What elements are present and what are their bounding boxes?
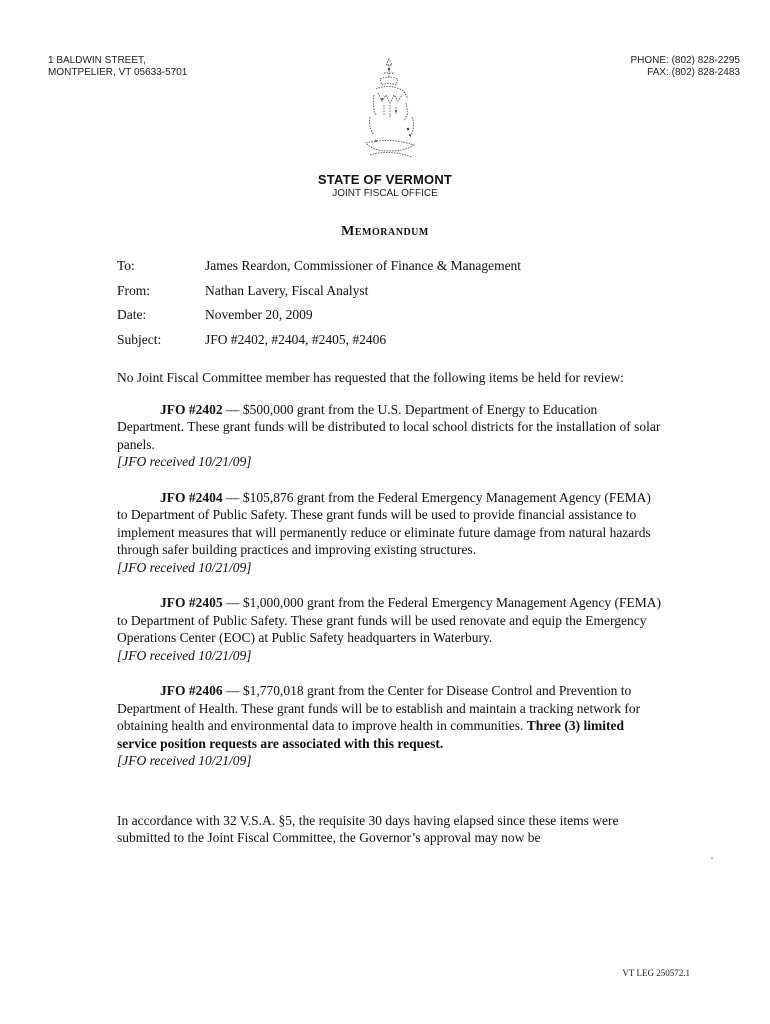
- item-received: [JFO received 10/21/09]: [117, 454, 252, 469]
- memo-fields: [117, 258, 521, 356]
- item-jfo-2406: [117, 682, 662, 770]
- intro-paragraph: No Joint Fiscal Committee member has requested that the following items be held for review:: [117, 370, 624, 385]
- item-jfo-2404: [117, 489, 662, 577]
- field-value: Nathan Lavery, Fiscal Analyst: [205, 282, 369, 298]
- organization-heading: [0, 172, 770, 199]
- item-id: JFO #2405: [160, 595, 223, 610]
- field-value: James Reardon, Commissioner of Finance & Management: [205, 258, 522, 273]
- field-label: From:: [117, 282, 151, 298]
- memo-field-subject: [117, 332, 521, 357]
- item-received: [JFO received 10/21/09]: [117, 647, 252, 663]
- item-text: — $105,876 grant from the Federal Emergency Management Agency (FEMA) to Department of Public Safety. These grant funds will be used to provide financial assistance to implement measures that will permanently reduce or eliminate future damage from natural hazards through safer building practices and improving existing structures.: [117, 489, 651, 557]
- document-id-footer: VT LEG 250572.1: [622, 968, 690, 978]
- memo-body: [117, 369, 662, 847]
- item-jfo-2405: [117, 594, 662, 664]
- item-id: JFO #2406: [160, 683, 223, 698]
- closing-paragraph: In accordance with 32 V.S.A. §5, the requisite 30 days having elapsed since these items were submitted to the Joint Fiscal Committee, the Governor’s approval may now be: [117, 812, 619, 845]
- memo-field-to: [117, 258, 521, 283]
- item-jfo-2402: [117, 401, 662, 471]
- item-text: — $1,770,018 grant from the Center for Disease Control and Prevention to Department of Health. These grant funds will be to establish and maintain a tracking network for obtaining health and environmental data to improve health in communities.: [117, 683, 641, 733]
- contact-block: [630, 55, 740, 79]
- item-received: [JFO received 10/21/09]: [117, 559, 252, 575]
- address-block: [48, 55, 187, 79]
- state-name: STATE OF VERMONT: [317, 172, 453, 187]
- fax-number: FAX: (802) 828-2483: [647, 67, 740, 78]
- memo-title: Memorandum: [341, 224, 429, 239]
- memo-field-date: [117, 307, 521, 332]
- field-label: Date:: [117, 307, 147, 322]
- scan-speck: [711, 858, 713, 859]
- field-value: November 20, 2009: [205, 307, 313, 322]
- item-received: [JFO received 10/21/09]: [117, 753, 252, 768]
- item-id: JFO #2404: [160, 489, 223, 505]
- item-bold-tail: Three (3) limited service position requests are associated with this request.: [117, 718, 625, 751]
- address-line-2: MONTPELIER, VT 05633-5701: [48, 67, 188, 78]
- field-value: JFO #2402, #2404, #2405, #2406: [205, 331, 387, 347]
- address-line-1: 1 BALDWIN STREET,: [48, 55, 146, 66]
- field-label: Subject:: [117, 331, 162, 347]
- phone-number: PHONE: (802) 828-2295: [630, 55, 740, 66]
- item-id: JFO #2402: [160, 401, 223, 417]
- office-name: JOINT FISCAL OFFICE: [332, 188, 438, 199]
- item-text: — $500,000 grant from the U.S. Department of Energy to Education Department. These grant funds will be distributed to local school districts for the installation of solar panels.: [117, 401, 661, 452]
- item-text: — $1,000,000 grant from the Federal Emergency Management Agency (FEMA) to Department of Public Safety. These grant funds will be used renovate and equip the Emergency Operations Center (EOC) at Public Safety headquarters in Waterbury.: [117, 595, 662, 645]
- field-label: To:: [117, 258, 135, 273]
- memo-field-from: [117, 283, 521, 308]
- vermont-seal-icon: [346, 55, 432, 165]
